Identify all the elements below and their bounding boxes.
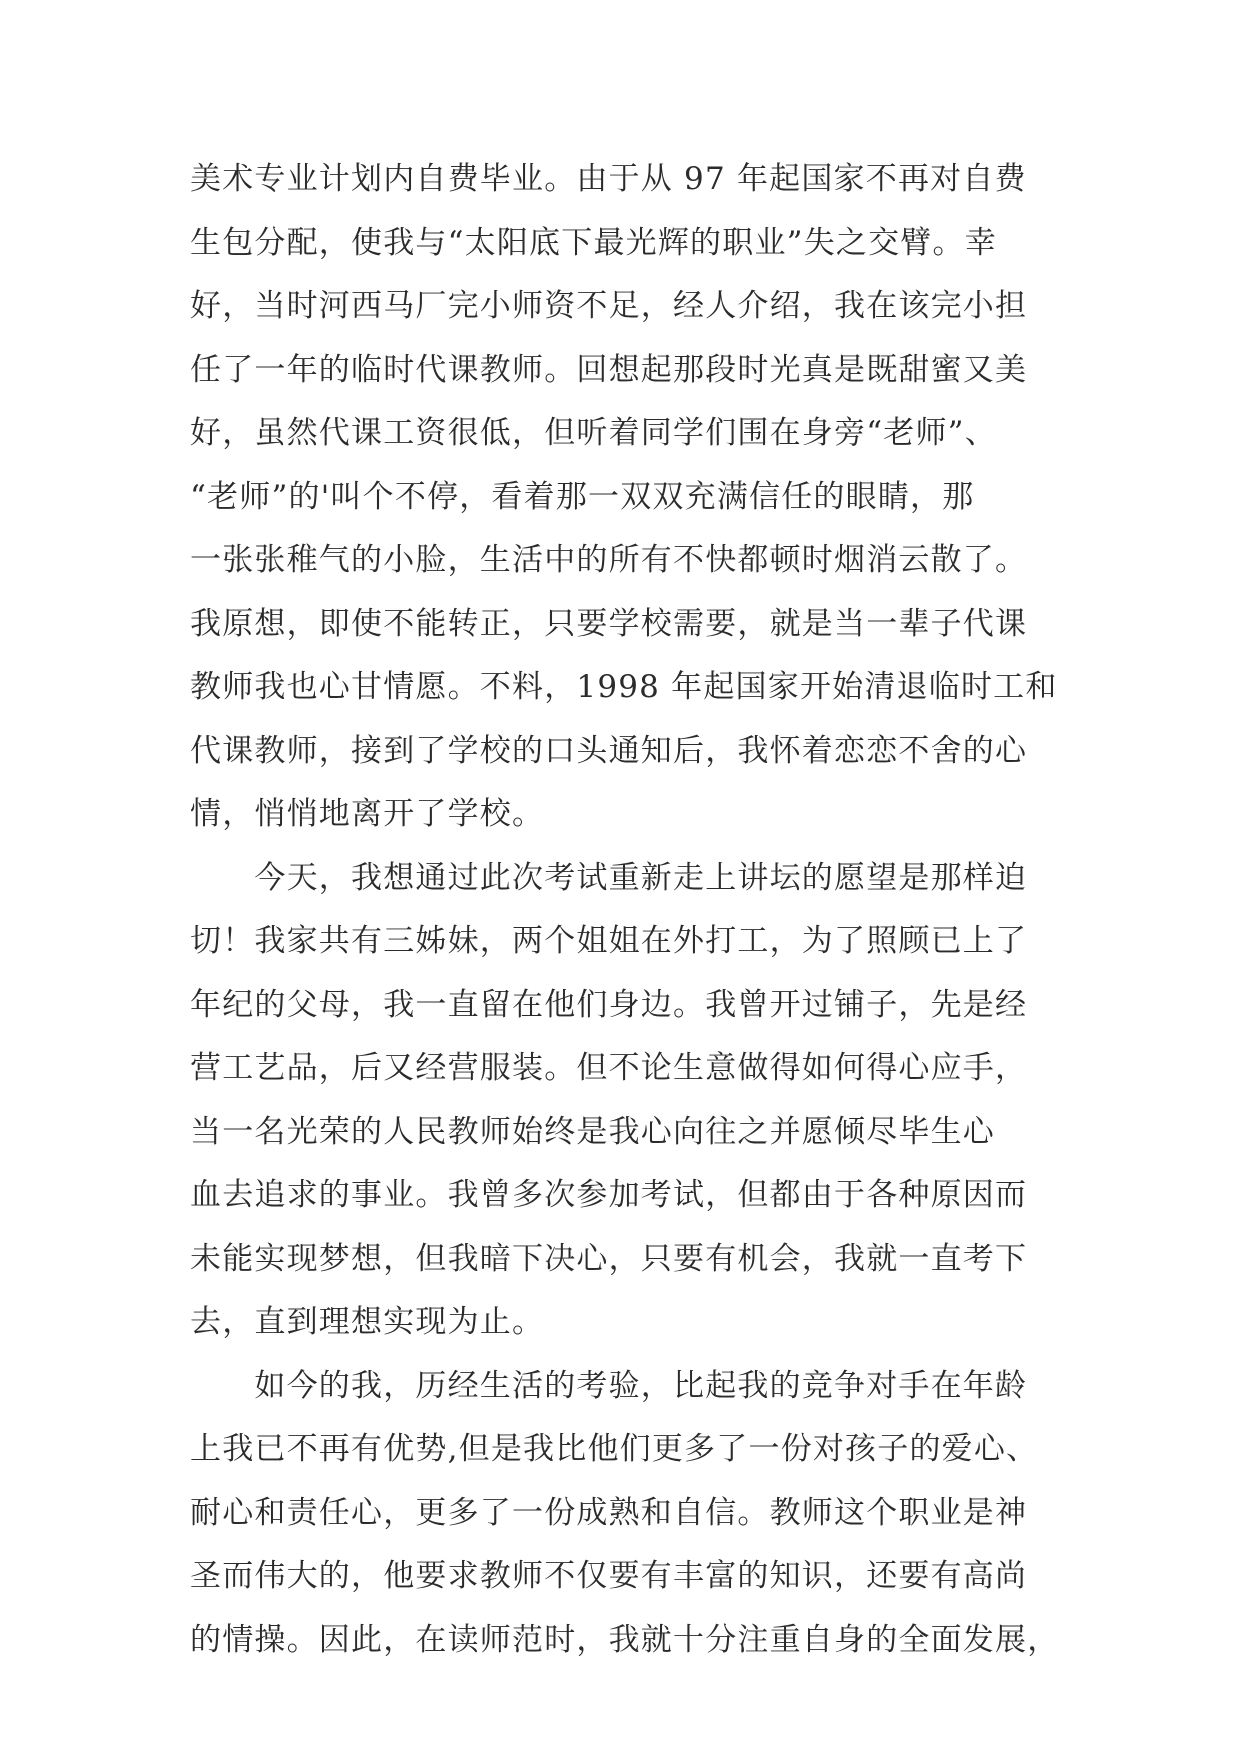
text-line: 未能实现梦想，但我暗下决心，只要有机会，我就一直考下 bbox=[190, 1240, 1028, 1277]
text-line: 代课教师，接到了学校的口头通知后，我怀着恋恋不舍的心 bbox=[190, 732, 1028, 769]
text-line: 上我已不再有优势,但是我比他们更多了一份对孩子的爱心、 bbox=[190, 1431, 1039, 1467]
text-line: 今天，我想通过此次考试重新走上讲坛的愿望是那样迫 bbox=[190, 859, 1028, 896]
text-line: 情，悄悄地离开了学校。 bbox=[190, 796, 545, 832]
text-line: 去，直到理想实现为止。 bbox=[190, 1304, 545, 1340]
text-line: “老师”的'叫个不停，看着那一双双充满信任的眼睛，那 bbox=[190, 478, 975, 515]
text-line: 的情操。因此，在读师范时，我就十分注重自身的全面发展， bbox=[190, 1621, 1060, 1658]
text-line: 如今的我，历经生活的考验，比起我的竞争对手在年龄 bbox=[190, 1367, 1028, 1404]
text-line: 圣而伟大的，他要求教师不仅要有丰富的知识，还要有高尚 bbox=[190, 1558, 1028, 1594]
text-line: 美术专业计划内自费毕业。由于从 97 年起国家不再对自费 bbox=[190, 161, 1027, 197]
text-line: 教师我也心甘情愿。不料，1998 年起国家开始清退临时工和 bbox=[190, 669, 1058, 705]
body-text bbox=[190, 148, 1070, 1672]
text-line: 我原想，即使不能转正，只要学校需要，就是当一辈子代课 bbox=[190, 605, 1028, 642]
text-line: 营工艺品，后又经营服装。但不论生意做得如何得心应手， bbox=[190, 1050, 1028, 1086]
text-line: 耐心和责任心，更多了一份成熟和自信。教师这个职业是神 bbox=[190, 1494, 1028, 1531]
text-line: 当一名光荣的人民教师始终是我心向往之并愿倾尽毕生心 bbox=[190, 1113, 995, 1150]
text-line: 任了一年的临时代课教师。回想起那段时光真是既甜蜜又美 bbox=[190, 351, 1028, 388]
text-line: 好，当时河西马厂完小师资不足，经人介绍，我在该完小担 bbox=[190, 288, 1028, 324]
text-line: 切！我家共有三姊妹，两个姐姐在外打工，为了照顾已上了 bbox=[190, 923, 1028, 959]
text-line: 一张张稚气的小脸，生活中的所有不快都顿时烟消云散了。 bbox=[190, 542, 1028, 578]
text-line: 血去追求的事业。我曾多次参加考试，但都由于各种原因而 bbox=[190, 1177, 1028, 1213]
text-line: 生包分配，使我与“太阳底下最光辉的职业”失之交臂。幸 bbox=[190, 224, 997, 261]
text-line: 好，虽然代课工资很低，但听着同学们围在身旁“老师”、 bbox=[190, 415, 997, 451]
text-line: 年纪的父母，我一直留在他们身边。我曾开过铺子，先是经 bbox=[190, 986, 1028, 1023]
